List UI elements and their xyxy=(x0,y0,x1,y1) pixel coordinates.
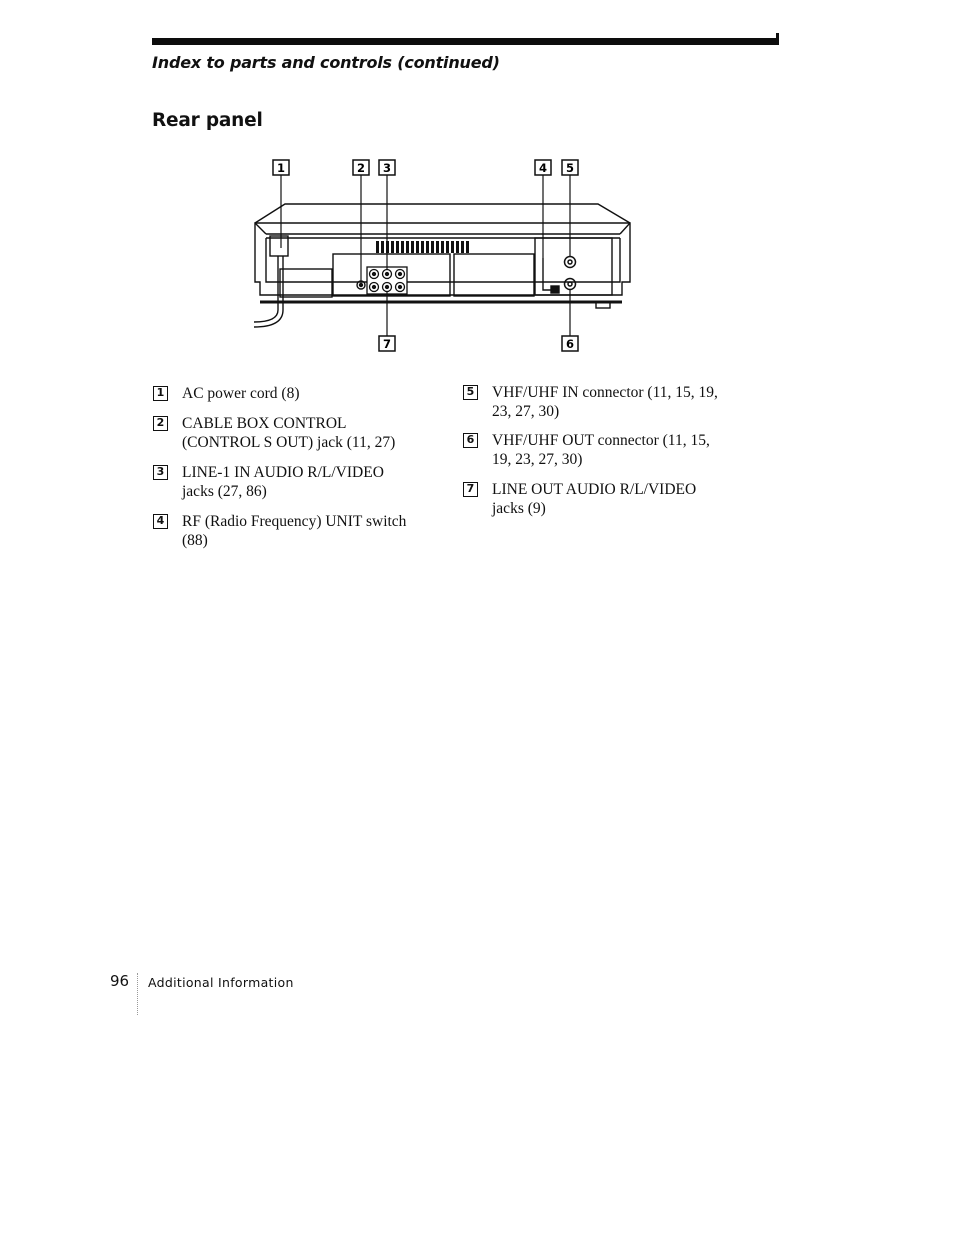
header-rule-end xyxy=(776,33,779,45)
leader-lines xyxy=(281,175,570,336)
vent-slots xyxy=(376,241,469,253)
svg-text:6: 6 xyxy=(565,337,575,351)
legend-number-5: 5 xyxy=(463,385,478,400)
legend-item-7: 7 LINE OUT AUDIO R/L/VIDEO jacks (9) xyxy=(463,480,696,518)
svg-text:3: 3 xyxy=(382,161,392,175)
legend-item-3: 3 LINE-1 IN AUDIO R/L/VIDEO jacks (27, 86) xyxy=(153,463,384,501)
svg-text:5: 5 xyxy=(565,161,575,175)
svg-text:2: 2 xyxy=(356,161,366,175)
vcr-lid xyxy=(255,204,630,223)
callout-3 xyxy=(379,160,395,175)
svg-text:7: 7 xyxy=(382,337,392,351)
legend-item-5: 5 VHF/UHF IN connector (11, 15, 19, 23, 27, 30) xyxy=(463,383,718,421)
legend-item-2: 2 CABLE BOX CONTROL (CONTROL S OUT) jack (11, 27) xyxy=(153,414,395,452)
page-heading: Rear panel xyxy=(152,110,263,131)
legend-item-6: 6 VHF/UHF OUT connector (11, 15, 19, 23, 27, 30) xyxy=(463,431,710,469)
legend-number-3: 3 xyxy=(153,465,168,480)
rear-panel-diagram xyxy=(240,150,650,360)
callout-7 xyxy=(379,336,395,351)
footer-divider xyxy=(137,973,138,1015)
av-jacks xyxy=(367,267,407,294)
page-number: 96 xyxy=(110,972,130,990)
legend-item-1: 1 AC power cord (8) xyxy=(153,384,300,403)
vhf-uhf-connectors xyxy=(565,257,576,290)
svg-text:1: 1 xyxy=(276,161,286,175)
legend-number-6: 6 xyxy=(463,433,478,448)
legend-item-4: 4 RF (Radio Frequency) UNIT switch (88) xyxy=(153,512,406,550)
section-title: Index to parts and controls (continued) xyxy=(152,53,500,72)
legend-number-1: 1 xyxy=(153,386,168,401)
legend-number-7: 7 xyxy=(463,482,478,497)
legend-number-4: 4 xyxy=(153,514,168,529)
callout-5 xyxy=(562,160,578,175)
svg-text:4: 4 xyxy=(538,161,548,175)
callout-4 xyxy=(535,160,551,175)
footer-section-label: Additional Information xyxy=(148,975,294,990)
callout-2 xyxy=(353,160,369,175)
callout-6 xyxy=(562,336,578,351)
legend-number-2: 2 xyxy=(153,416,168,431)
callout-1 xyxy=(273,160,289,175)
rf-switch xyxy=(543,258,559,293)
header-rule xyxy=(152,38,779,45)
